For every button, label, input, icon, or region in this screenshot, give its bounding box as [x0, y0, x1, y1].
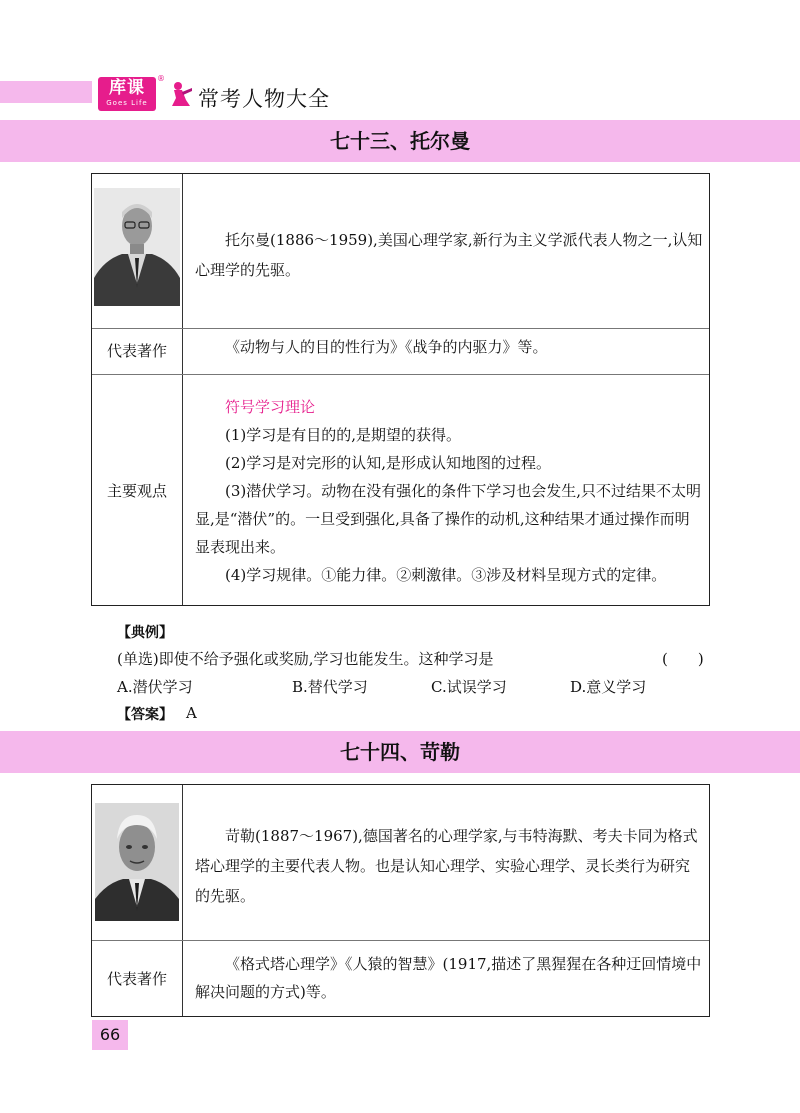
- view-point: (3)潜伏学习。动物在没有强化的条件下学习也会发生,只不过结果不太明显,是“潜伏”的。一旦受到强化,具备了操作的动机,这种结果才通过操作而明显表现出来。: [195, 482, 702, 556]
- works-label: 代表著作: [106, 970, 167, 988]
- table-divider: [92, 328, 709, 329]
- table-divider: [92, 940, 709, 941]
- kohler-works: 《格式塔心理学》《人猿的智慧》(1917,描述了黑猩猩在各种迂回情境中解决问题的方式)等。: [195, 955, 702, 1001]
- figure-icon: [168, 80, 194, 108]
- header-title: 常考人物大全: [198, 87, 330, 111]
- views-content: [195, 393, 703, 589]
- section-title: 七十四、苛勒: [340, 740, 460, 764]
- table-divider: [182, 785, 183, 1016]
- example-question: (单选)即使不给予强化或奖励,学习也能发生。这种学习是: [117, 650, 494, 668]
- answer-bracket: ( ): [662, 650, 704, 668]
- views-label: 主要观点: [106, 482, 167, 500]
- works-label: 代表著作: [106, 342, 167, 360]
- table-divider: [182, 174, 183, 605]
- logo-main-text: 库课: [109, 78, 145, 98]
- answer-label: 【答案】: [117, 707, 173, 723]
- tolman-intro: 托尔曼(1886～1959),美国心理学家,新行为主义学派代表人物之一,认知心理学的先驱。: [195, 231, 703, 279]
- section-title-bar: [0, 731, 800, 773]
- option-d: D.意义学习: [570, 678, 647, 696]
- page-number: 66: [92, 1020, 128, 1050]
- theory-title: 符号学习理论: [225, 398, 316, 416]
- section-title: 七十三、托尔曼: [330, 129, 470, 153]
- table-divider: [92, 374, 709, 375]
- view-point: (4)学习规律。①能力律。②刺激律。③涉及材料呈现方式的定律。: [225, 566, 667, 584]
- tolman-portrait: [94, 188, 180, 306]
- answer-value: A: [186, 704, 197, 722]
- section-title-bar: [0, 120, 800, 162]
- header-band: [0, 81, 92, 103]
- option-c: C.试误学习: [431, 678, 507, 696]
- view-point: (1)学习是有目的的,是期望的获得。: [225, 426, 462, 444]
- kohler-portrait: [95, 803, 179, 921]
- registered-mark: ®: [157, 74, 165, 83]
- option-a: A.潜伏学习: [117, 678, 193, 696]
- logo-sub-text: Goes Life: [106, 99, 148, 107]
- option-b: B.替代学习: [292, 678, 368, 696]
- example-label: 【典例】: [117, 625, 173, 641]
- tolman-works: 《动物与人的目的性行为》《战争的内驱力》等。: [225, 338, 548, 356]
- brand-logo: [98, 77, 156, 111]
- view-point: (2)学习是对完形的认知,是形成认知地图的过程。: [225, 454, 552, 472]
- kohler-intro: 苛勒(1887～1967),德国著名的心理学家,与韦特海默、考夫卡同为格式塔心理学的主要代表人物。也是认知心理学、实验心理学、灵长类行为研究的先驱。: [195, 827, 698, 905]
